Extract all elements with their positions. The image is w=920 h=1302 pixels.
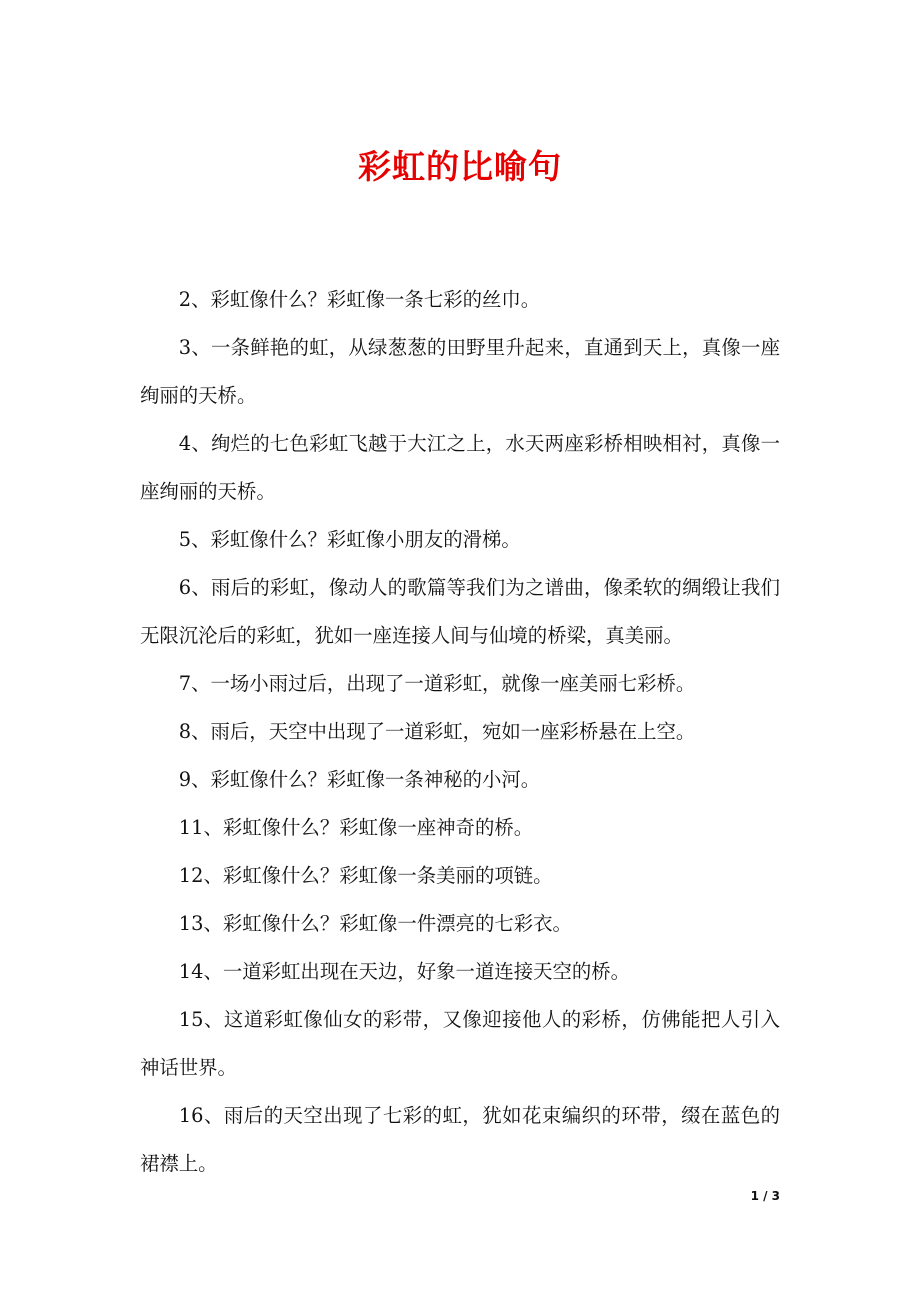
paragraph-11: 11、彩虹像什么？彩虹像一座神奇的桥。 xyxy=(178,816,534,839)
paragraph-14: 14、一道彩虹出现在天边，好象一道连接天空的桥。 xyxy=(178,960,631,983)
paragraph-12: 12、彩虹像什么？彩虹像一条美丽的项链。 xyxy=(178,864,553,887)
paragraph-6: 6、雨后的彩虹，像动人的歌篇等我们为之谱曲，像柔软的绸缎让我们无限沉沦后的彩虹，犹如一座连接人间与仙境的桥梁，真美丽。 xyxy=(140,576,780,647)
paragraph-2: 2、彩虹像什么？彩虹像一条七彩的丝巾。 xyxy=(178,288,541,311)
document-title: 彩虹的比喻句 xyxy=(358,147,562,186)
paragraph-5: 5、彩虹像什么？彩虹像小朋友的滑梯。 xyxy=(178,528,521,551)
paragraph-4: 4、绚烂的七色彩虹飞越于大江之上，水天两座彩桥相映相衬，真像一座绚丽的天桥。 xyxy=(140,432,780,503)
paragraph-9: 9、彩虹像什么？彩虹像一条神秘的小河。 xyxy=(178,768,541,791)
page-number: 1 / 3 xyxy=(750,1189,780,1203)
paragraph-15: 15、这道彩虹像仙女的彩带，又像迎接他人的彩桥，仿佛能把人引入神话世界。 xyxy=(140,1008,780,1079)
paragraph-16: 16、雨后的天空出现了七彩的虹，犹如花束编织的环带，缀在蓝色的裙襟上。 xyxy=(140,1104,780,1175)
document-body xyxy=(140,276,780,1188)
paragraph-7: 7、一场小雨过后，出现了一道彩虹，就像一座美丽七彩桥。 xyxy=(178,672,696,695)
paragraph-8: 8、雨后，天空中出现了一道彩虹，宛如一座彩桥悬在上空。 xyxy=(178,720,696,743)
paragraph-13: 13、彩虹像什么？彩虹像一件漂亮的七彩衣。 xyxy=(178,912,572,935)
paragraph-3: 3、一条鲜艳的虹，从绿葱葱的田野里升起来，直通到天上，真像一座绚丽的天桥。 xyxy=(140,336,780,407)
